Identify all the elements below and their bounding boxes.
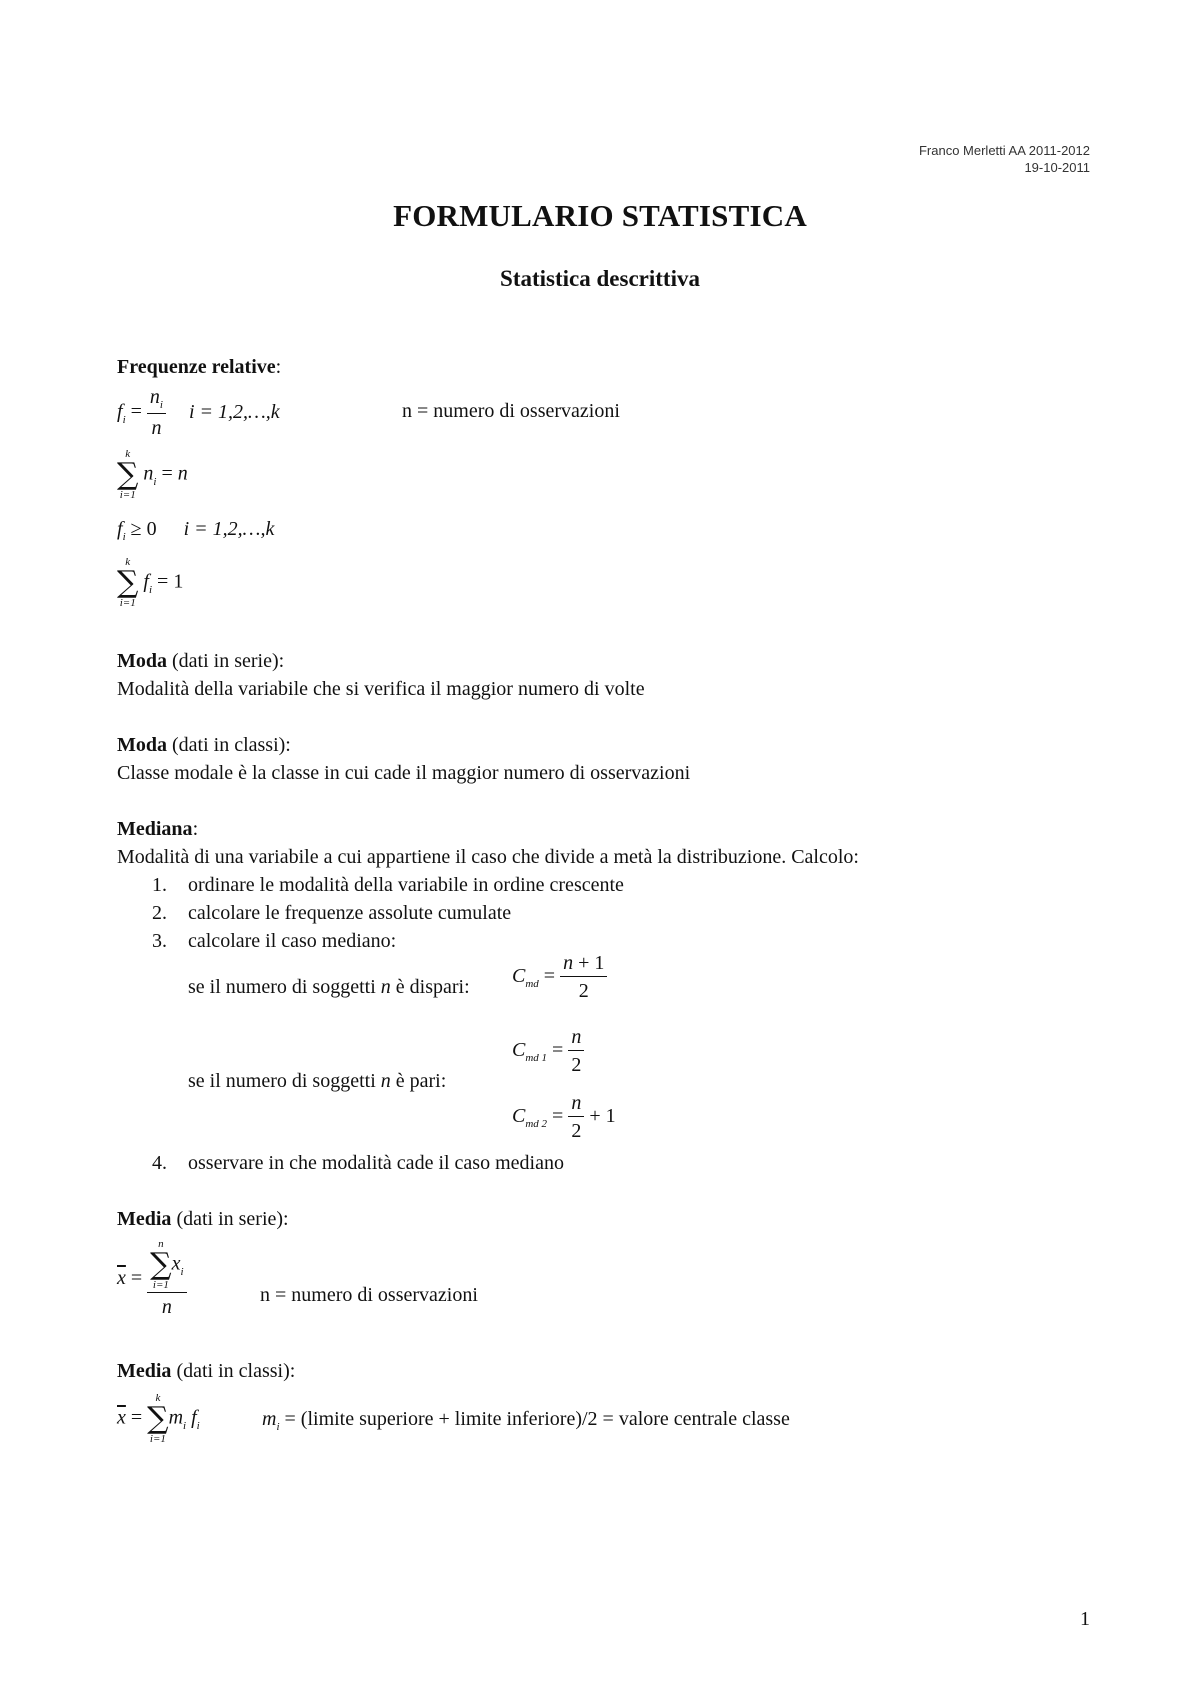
class-midpoint-definition: $m_i$ = (limite superiore + limite inferiore)/2 = valore centrale classe xyxy=(262,1408,790,1433)
author-line: Franco Merletti AA 2011-2012 xyxy=(918,143,1090,158)
sigma-icon: n ∑ i=1 xyxy=(150,1238,172,1291)
sigma-icon: k ∑ i=1 xyxy=(117,556,139,609)
formula-mean-series: $\overline{x}$ = n ∑ i=1 $x_i$ n xyxy=(117,1238,187,1321)
page-subtitle: Statistica descrittiva xyxy=(500,266,700,291)
formula-fi-nonnegative: $f_i \ge 0$ i = 1,2,…,k xyxy=(117,518,275,543)
formula-cmd2: $C_{md 2}$ = $\frac{n}{2}$ + 1 xyxy=(512,1092,616,1142)
median-even-rule: se il numero di soggetti n è pari: xyxy=(188,1070,447,1092)
date-line: 19-10-2011 xyxy=(1024,160,1090,175)
header-author xyxy=(919,142,1090,176)
moda-classi-text: Classe modale è la classe in cui cade il maggior numero di osservazioni xyxy=(117,762,691,784)
moda-classi-heading: Moda (dati in classi): xyxy=(117,734,291,756)
moda-serie-heading: Moda (dati in serie): xyxy=(117,650,285,672)
n-definition: n = numero di osservazioni xyxy=(402,400,620,422)
formula-cmd-odd: $C_{md}$ = $\frac{n + 1}{2}$ xyxy=(512,950,607,1005)
mediana-intro: Modalità di una variabile a cui appartiene il caso che divide a metà la distribuzione. Calcolo: xyxy=(117,846,859,868)
mean-n-definition: n = numero di osservazioni xyxy=(260,1284,478,1306)
step-1: 1. ordinare le modalità della variabile in ordine crescente xyxy=(152,874,624,896)
index-range: i = 1,2,…,k xyxy=(188,400,280,423)
median-odd-rule: se il numero di soggetti n è dispari: xyxy=(188,976,470,998)
step-2: 2. calcolare le frequenze assolute cumulate xyxy=(152,902,512,924)
formula-sum-fi: k ∑ i=1 $f_i = 1$ xyxy=(117,556,184,609)
step-4: 4. osservare in che modalità cade il caso mediano xyxy=(152,1152,564,1174)
formula-cmd1: $C_{md 1}$ = $\frac{n}{2}$ xyxy=(512,1024,584,1079)
formula-relative-frequency: $f_i$ = $\frac{n_i}{n}$ i = 1,2,…,k xyxy=(117,384,280,442)
sigma-icon: k ∑ i=1 xyxy=(147,1392,169,1445)
media-serie-heading: Media (dati in serie): xyxy=(117,1208,289,1230)
media-classi-heading: Media (dati in classi): xyxy=(117,1360,296,1382)
moda-serie-text: Modalità della variabile che si verifica il maggior numero di volte xyxy=(117,678,645,700)
formula-sum-ni: k ∑ i=1 $n_i = n$ xyxy=(117,448,188,501)
page-number: 1 xyxy=(1080,1608,1090,1630)
sigma-icon: k ∑ i=1 xyxy=(117,448,139,501)
page-title: FORMULARIO STATISTICA xyxy=(393,198,807,233)
frequenze-heading: Frequenze relative: xyxy=(117,356,282,378)
fraction-ni-over-n: $\frac{n_i}{n}$ xyxy=(147,384,166,442)
formula-mean-classes: $\overline{x}$ = k ∑ i=1 $m_i$ $f_i$ xyxy=(117,1392,200,1445)
mediana-heading: Mediana: xyxy=(117,818,199,840)
step-3: 3. calcolare il caso mediano: xyxy=(152,930,397,952)
